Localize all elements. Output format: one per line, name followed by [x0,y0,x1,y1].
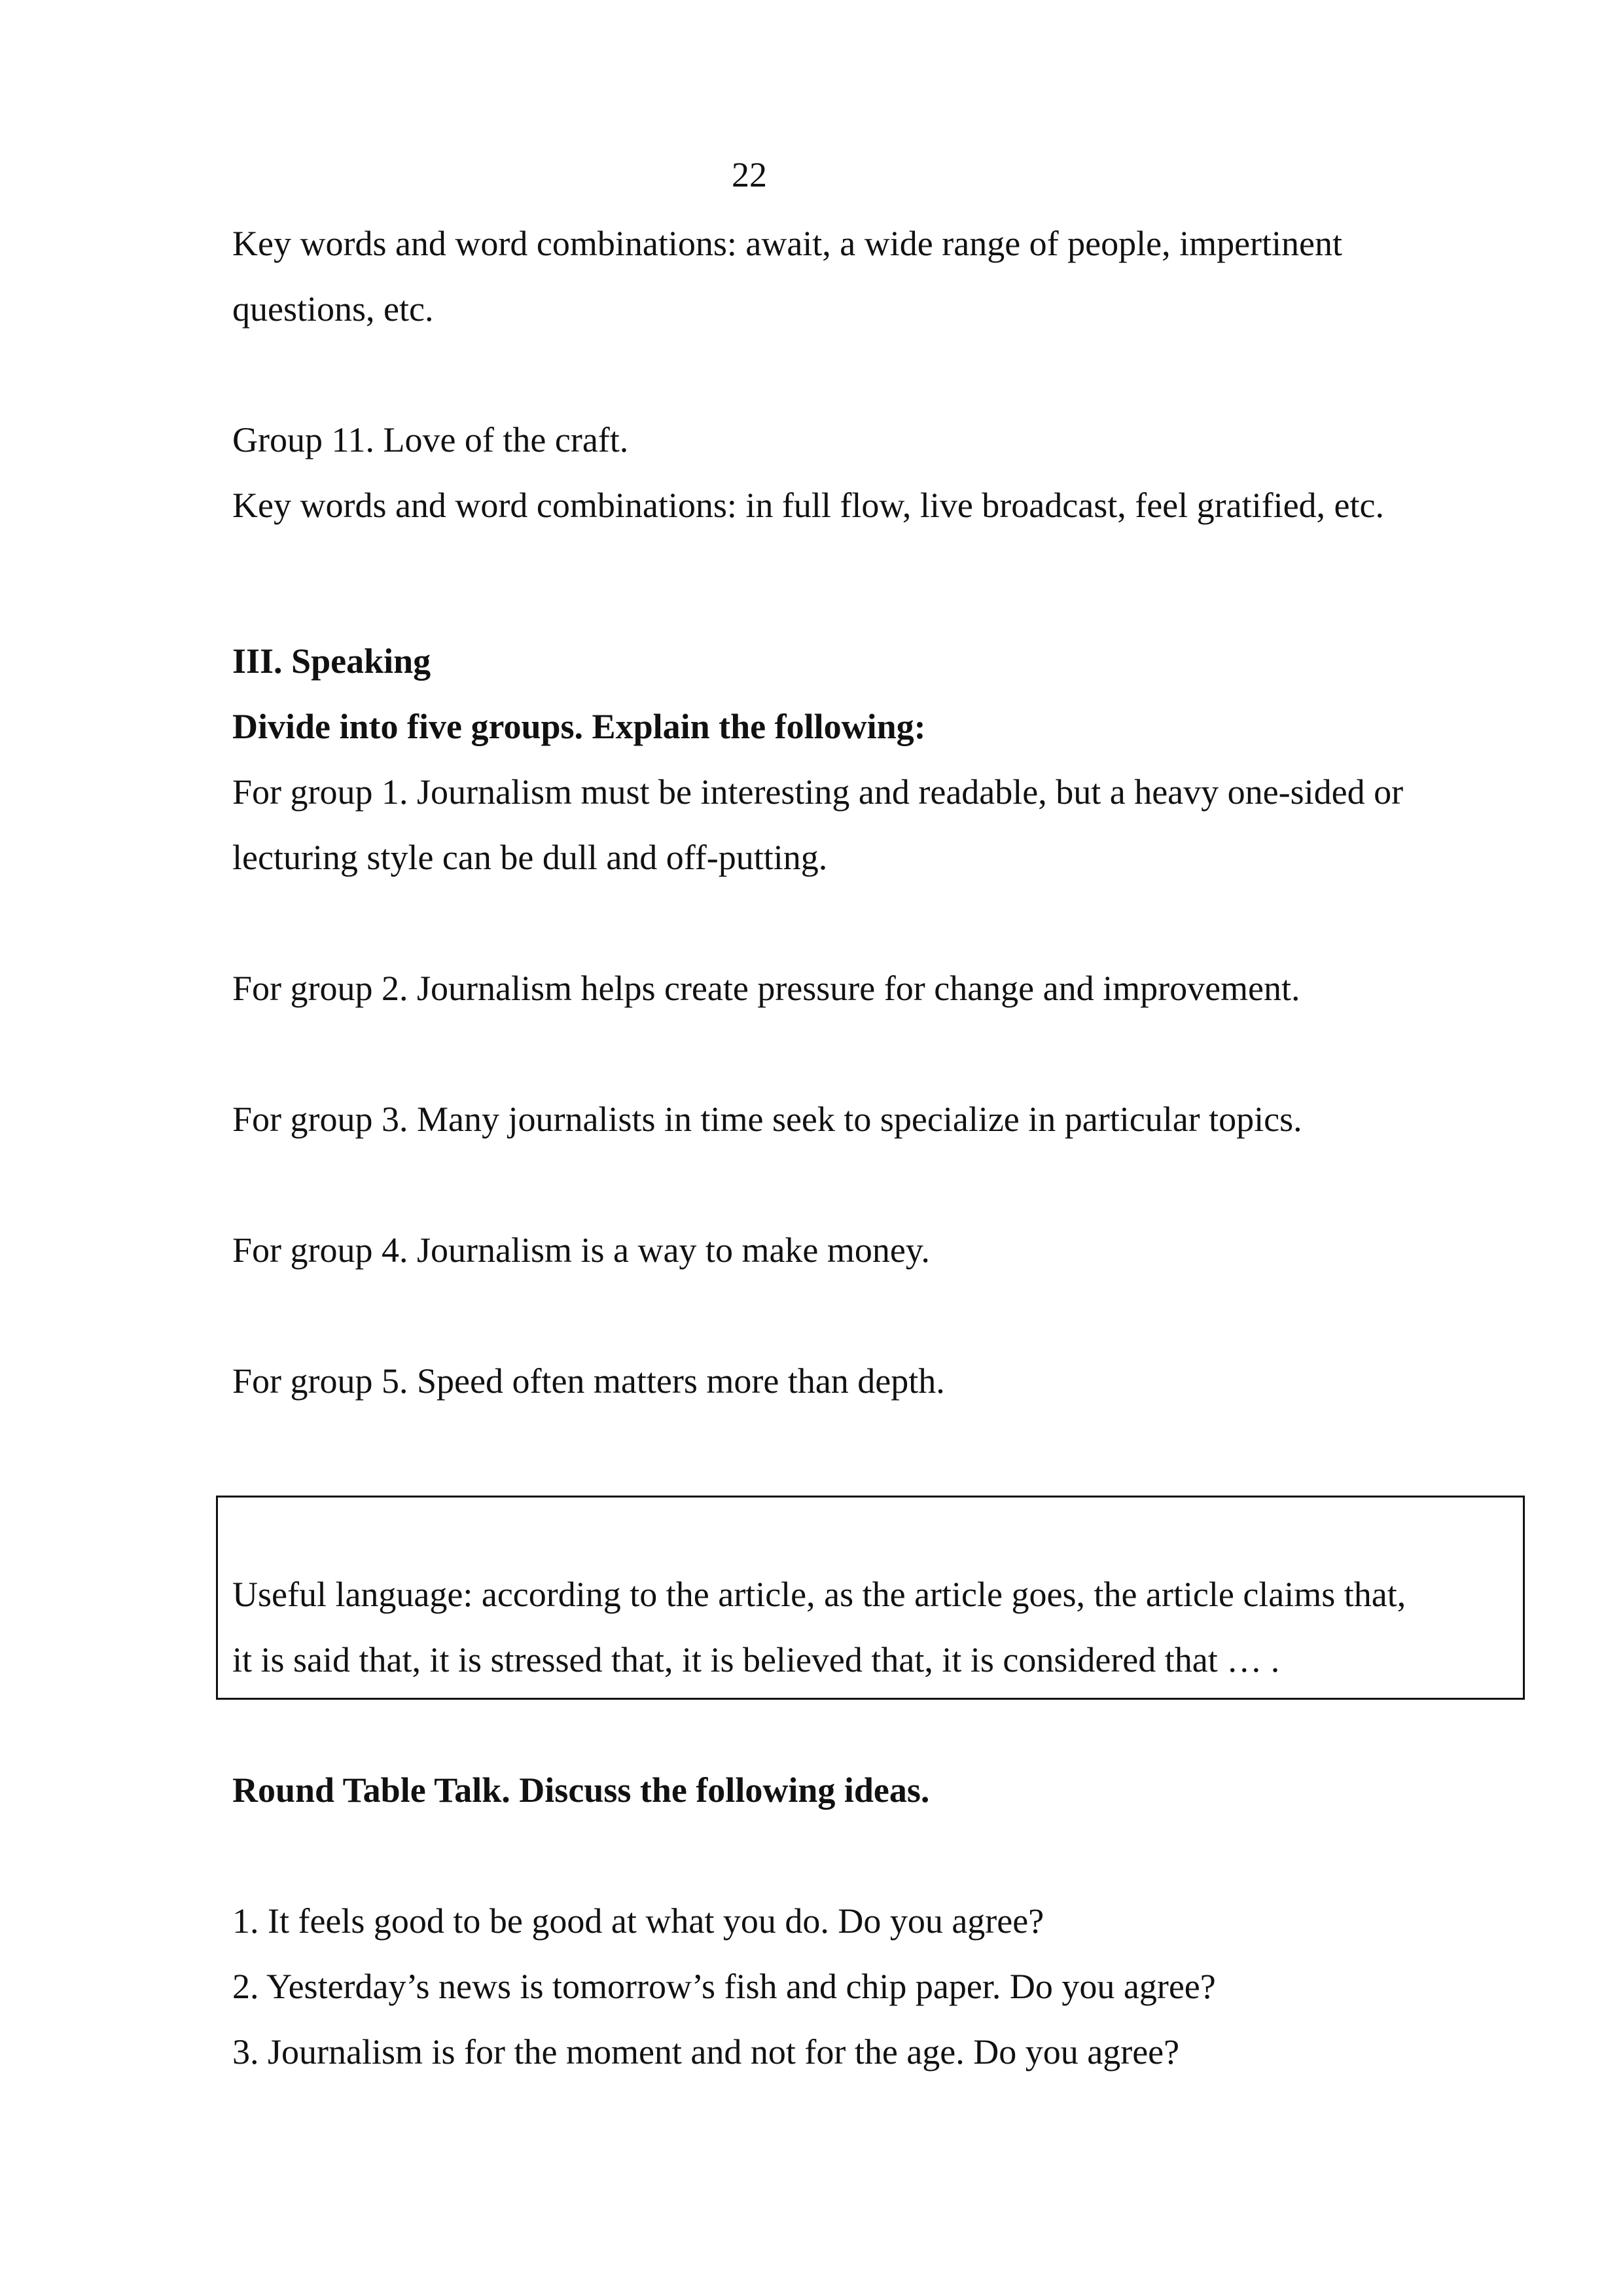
key-words-line: Key words and word combinations: await, a wide range of people, impertinent [232,224,1343,263]
group4-line: For group 4. Journalism is a way to make money. [232,1230,930,1270]
list-item: 3. Journalism is for the moment and not for the age. Do you agree? [232,2032,1180,2072]
group3-line: For group 3. Many journalists in time seek to specialize in particular topics. [232,1100,1302,1139]
list-item: 1. It feels good to be good at what you do. Do you agree? [232,1901,1044,1941]
group2-text [232,956,1528,1021]
speaking-section [232,628,1528,890]
speaking-instruction: Divide into five groups. Explain the following: [232,707,926,746]
page-number: 22 [732,155,767,194]
group5-line: For group 5. Speed often matters more than depth. [232,1361,945,1401]
group11-key-words: Key words and word combinations: in full flow, live broadcast, feel gratified, etc. [232,486,1384,525]
group11-section [232,407,1528,538]
group1-text-line: For group 1. Journalism must be interesting and readable, but a heavy one-sided or [232,772,1404,812]
round-table-list [232,1888,1528,2085]
useful-language-box [216,1496,1525,1700]
group5-text [232,1348,1528,1414]
group1-text-line: lecturing style can be dull and off-putting. [232,838,828,877]
round-table-heading: Round Table Talk. Discuss the following ideas. [232,1770,930,1810]
useful-language-text [232,1562,1528,1693]
speaking-heading: III. Speaking [232,641,431,681]
key-words-line: questions, etc. [232,289,434,329]
group4-text [232,1217,1528,1283]
list-item: 2. Yesterday’s news is tomorrow’s fish and chip paper. Do you agree? [232,1967,1216,2006]
group2-line: For group 2. Journalism helps create pressure for change and improvement. [232,969,1300,1008]
round-table-section [232,1757,1528,1823]
useful-language-line: it is said that, it is stressed that, it is believed that, it is considered that … . [232,1640,1280,1679]
group11-title: Group 11. Love of the craft. [232,420,629,459]
useful-language-line: Useful language: according to the article, as the article goes, the article claims that, [232,1575,1406,1614]
key-words-paragraph [232,211,1528,342]
group3-text [232,1086,1528,1152]
